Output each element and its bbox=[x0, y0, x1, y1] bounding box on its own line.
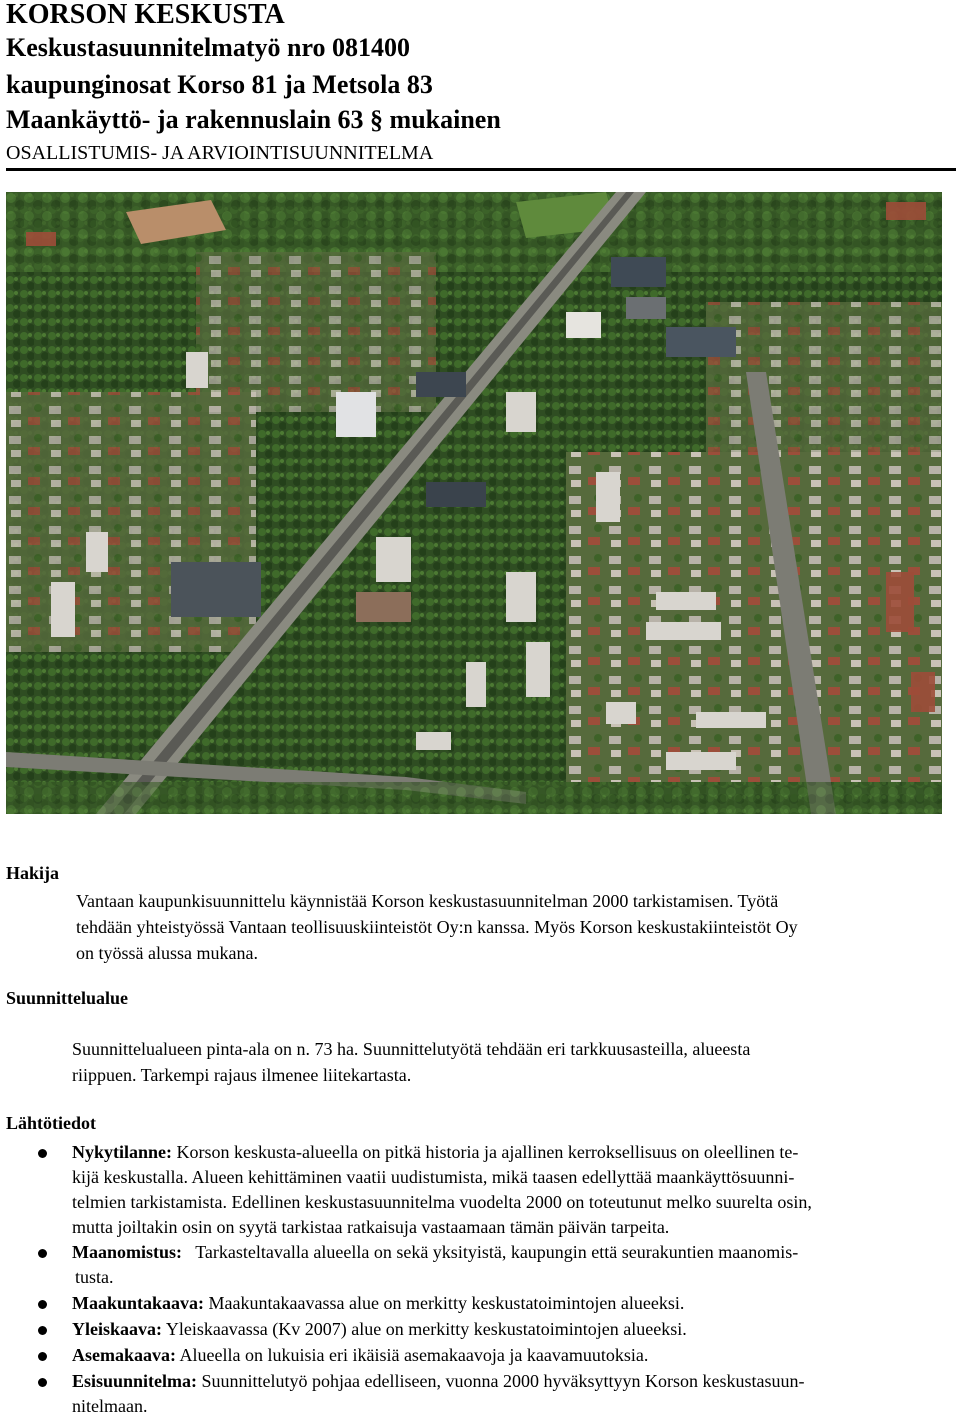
section-label-hakija: Hakija bbox=[6, 863, 60, 883]
hakija-line: tehdään yhteistyössä Vantaan teollisuuskiinteistöt Oy:n kanssa. Myös Korson keskustakiinteistöt Oy bbox=[76, 917, 798, 937]
list-item-term: Esisuunnitelma: bbox=[72, 1371, 198, 1391]
list-item-maanomistus bbox=[72, 1240, 798, 1290]
document-title: KORSON KESKUSTA bbox=[6, 0, 285, 30]
list-item-term: Nykytilanne: bbox=[72, 1142, 173, 1162]
list-item-first-line bbox=[72, 1140, 812, 1165]
list-item-term: Maakuntakaava: bbox=[72, 1293, 205, 1313]
list-item-text: Tarkasteltavalla alueella on sekä yksityistä, kaupungin että seurakuntien maanomis- bbox=[182, 1242, 799, 1262]
bullet-icon bbox=[38, 1326, 47, 1335]
list-item-text: Suunnittelutyö pohjaa edelliseen, vuonna 2000 hyväksyttyyn Korson keskustasuun- bbox=[197, 1371, 805, 1391]
suunnittelualue-line: Suunnittelualueen pinta-ala on n. 73 ha. Suunnittelutyötä tehdään eri tarkkuusasteilla, alueesta bbox=[72, 1039, 751, 1059]
list-item-line: mutta joiltakin osin on syytä tarkistaa ratkaisuja vastaamaan tämän päivän tarpeita. bbox=[72, 1217, 670, 1237]
list-item-line: nitelmaan. bbox=[72, 1396, 148, 1416]
aerial-photo bbox=[6, 192, 942, 814]
list-item-text: Yleiskaavassa (Kv 2007) alue on merkitty keskustatoimintojen alueeksi. bbox=[162, 1319, 687, 1339]
list-item-first-line bbox=[72, 1317, 687, 1342]
list-item-first-line bbox=[72, 1240, 798, 1265]
list-item-first-line bbox=[72, 1369, 804, 1394]
hakija-line: on työssä alussa mukana. bbox=[76, 943, 258, 963]
list-item-term: Yleiskaava: bbox=[72, 1319, 162, 1339]
list-item-asemakaava bbox=[72, 1343, 648, 1368]
list-item-nykytilanne bbox=[72, 1140, 812, 1240]
list-item-term: Asemakaava: bbox=[72, 1345, 176, 1365]
bullet-icon bbox=[38, 1149, 47, 1158]
list-item-esisuunnitelma bbox=[72, 1369, 804, 1419]
bullet-icon bbox=[38, 1352, 47, 1361]
hakija-line: Vantaan kaupunkisuunnittelu käynnistää Korson keskustasuunnitelman 2000 tarkistamisen. Työtä bbox=[76, 891, 779, 911]
list-item-maakuntakaava bbox=[72, 1291, 684, 1316]
document-type: OSALLISTUMIS- JA ARVIOINTISUUNNITELMA bbox=[6, 142, 434, 164]
bullet-icon bbox=[38, 1249, 47, 1258]
document-subtitle-law: Maankäyttö- ja rakennuslain 63 § mukainen bbox=[6, 105, 501, 134]
header-divider bbox=[6, 168, 956, 171]
list-item-term: Maanomistus: bbox=[72, 1242, 183, 1262]
section-label-lahtotiedot: Lähtötiedot bbox=[6, 1113, 96, 1133]
list-item-line: kijä keskustalla. Alueen kehittäminen vaatii uudistumista, mikä taasen edellyttää maankäyttösuunni- bbox=[72, 1167, 795, 1187]
list-item-text: Korson keskusta-alueella on pitkä historia ja ajallinen kerroksellisuus on oleellinen te- bbox=[172, 1142, 799, 1162]
list-item-first-line bbox=[72, 1291, 684, 1316]
list-item-yleiskaava bbox=[72, 1317, 687, 1342]
list-item-first-line bbox=[72, 1343, 648, 1368]
list-item-line: telmien tarkistamista. Edellinen keskustasuunnitelma vuodelta 2000 on toteutunut melko suurelta osin, bbox=[72, 1192, 812, 1212]
document-subtitle-work-number: Keskustasuunnitelmatyö nro 081400 bbox=[6, 33, 411, 62]
list-item-text: Alueella on lukuisia eri ikäisiä asemakaavoja ja kaavamuutoksia. bbox=[176, 1345, 649, 1365]
section-label-suunnittelualue: Suunnittelualue bbox=[6, 988, 129, 1008]
hakija-paragraph bbox=[76, 888, 798, 966]
bullet-icon bbox=[38, 1378, 47, 1387]
suunnittelualue-paragraph bbox=[72, 1036, 750, 1088]
bullet-icon bbox=[38, 1300, 47, 1309]
document-subtitle-districts: kaupunginosat Korso 81 ja Metsola 83 bbox=[6, 70, 433, 99]
list-item-text: Maakuntakaavassa alue on merkitty keskustatoimintojen alueeksi. bbox=[204, 1293, 685, 1313]
suunnittelualue-line: riippuen. Tarkempi rajaus ilmenee liitekartasta. bbox=[72, 1065, 412, 1085]
list-item-line: tusta. bbox=[75, 1267, 114, 1287]
